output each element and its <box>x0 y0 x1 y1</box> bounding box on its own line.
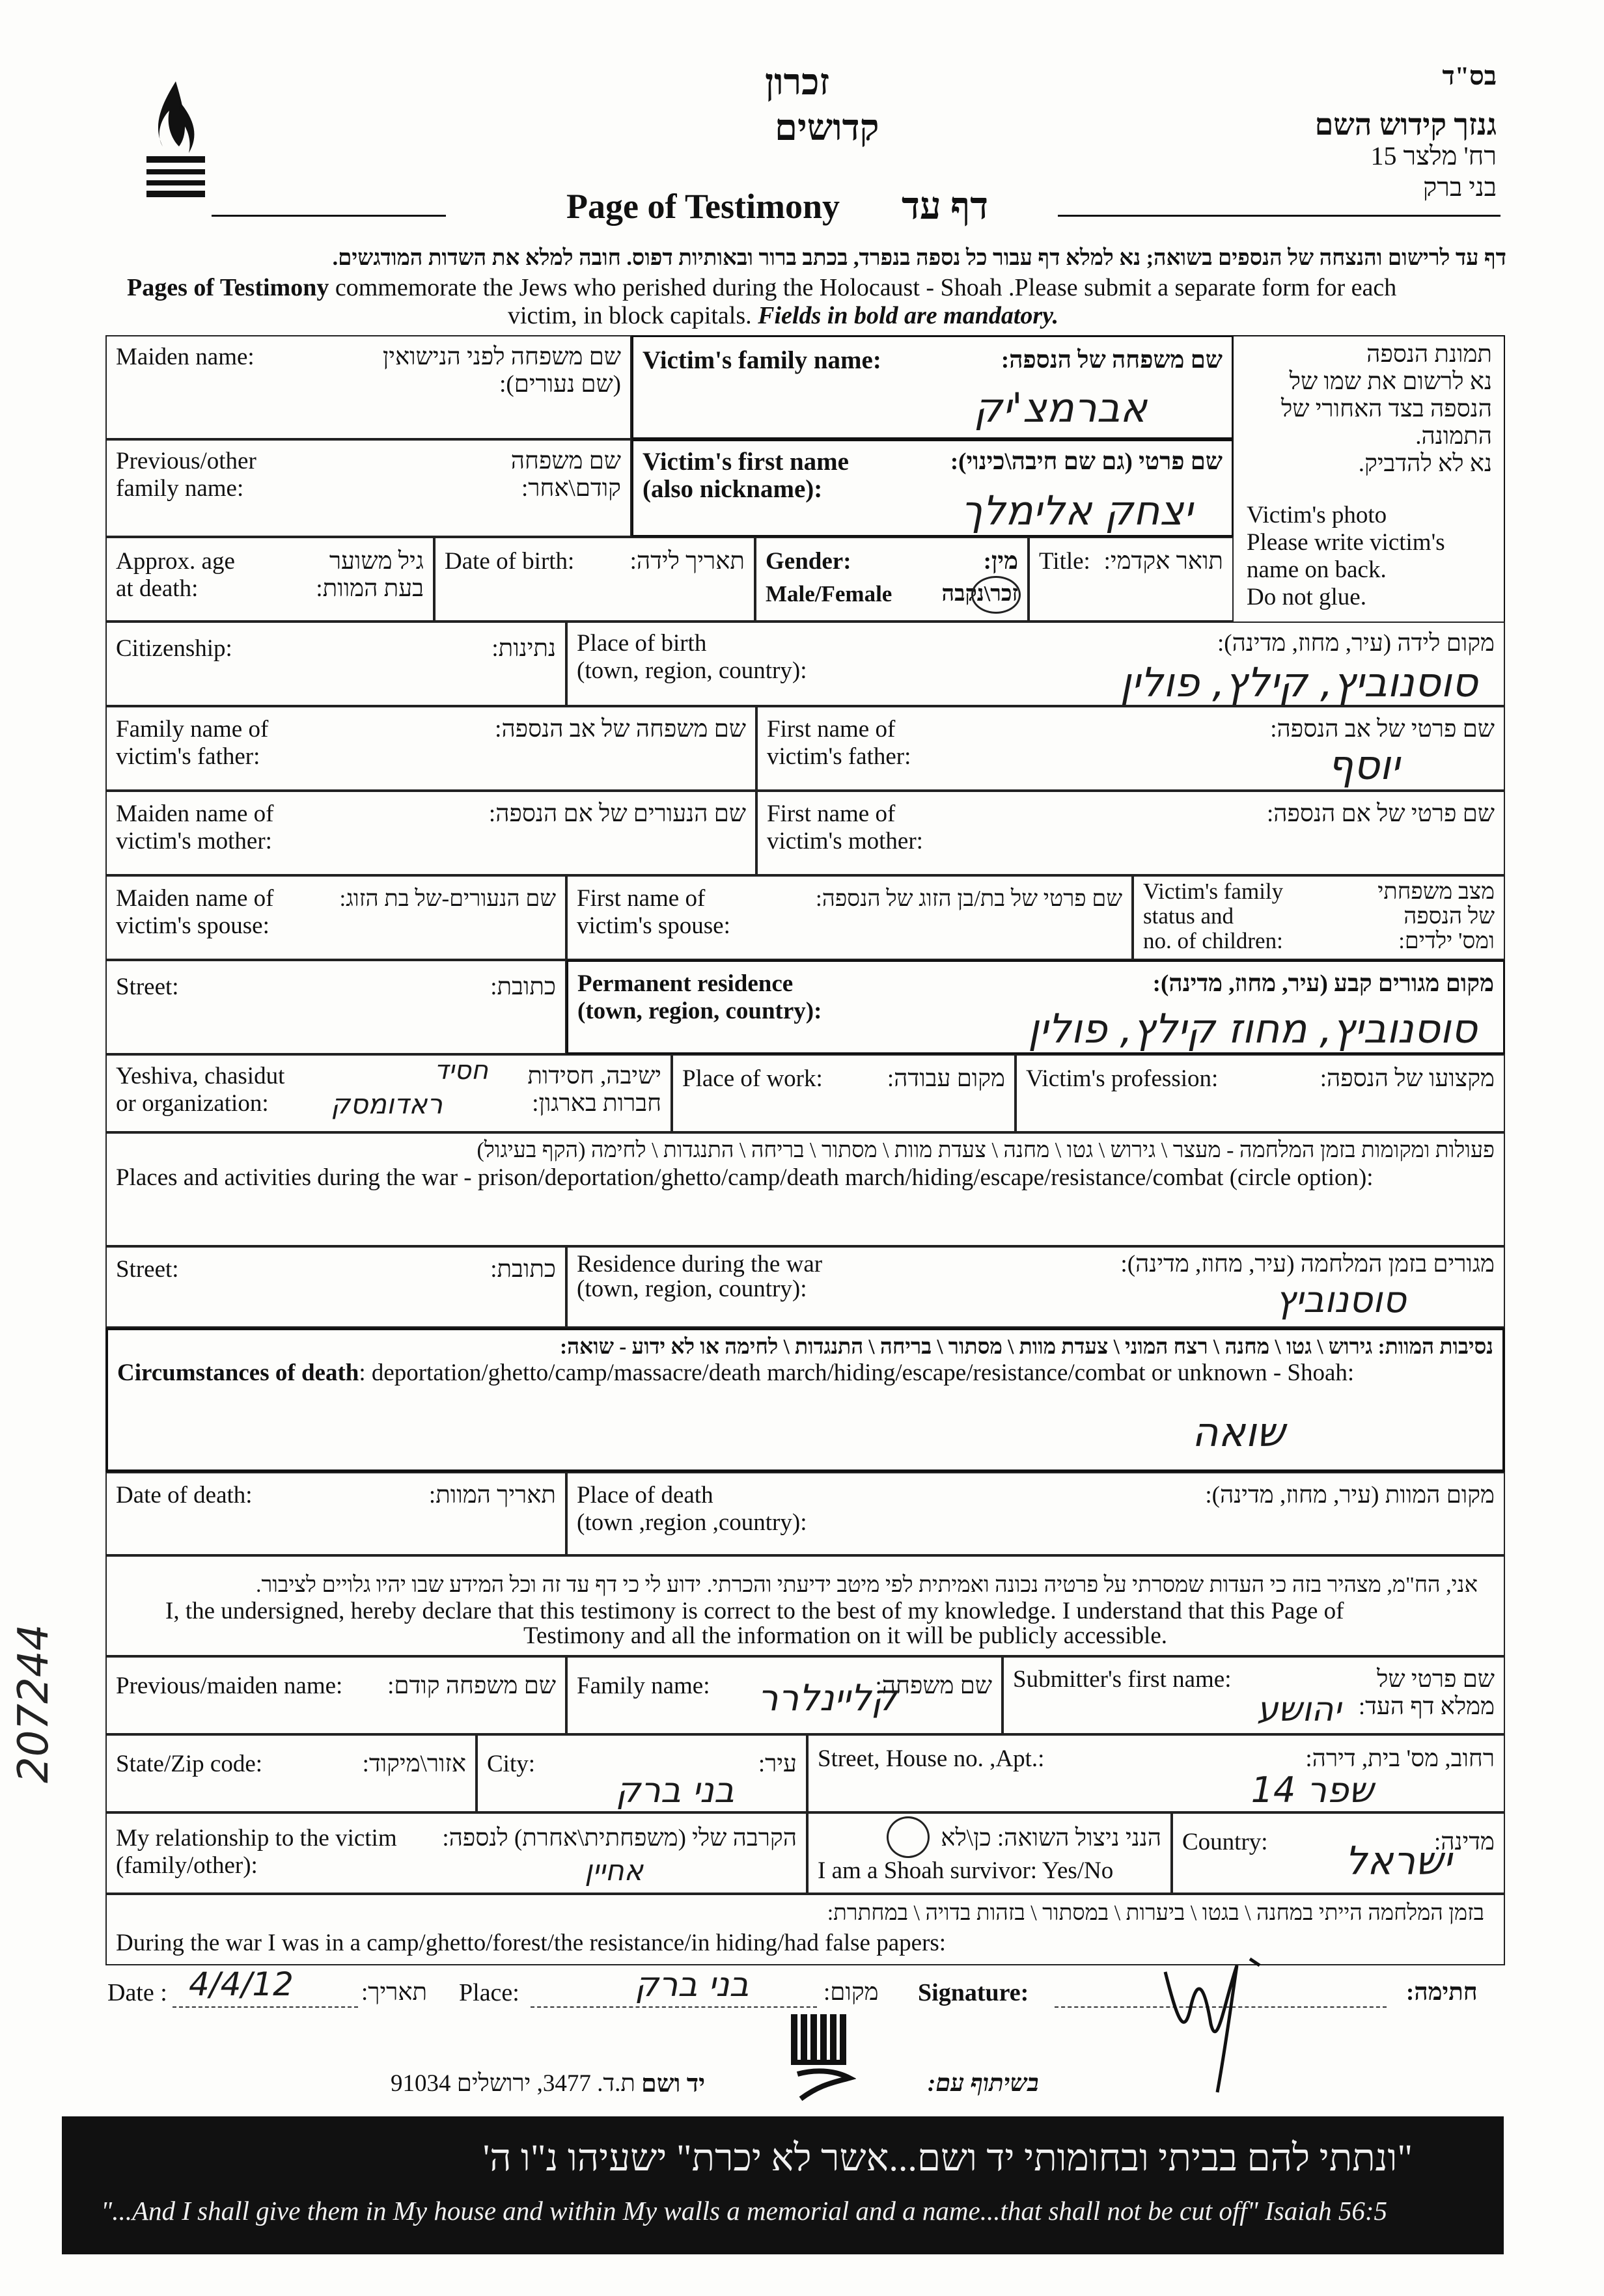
rel-value: אחיין <box>585 1854 643 1887</box>
place-line <box>531 2006 817 2008</box>
status-label-he-2: של הנספה <box>1404 903 1495 929</box>
street-label: Street: <box>116 974 179 1000</box>
first-value: יצחק אלימלך <box>960 487 1193 534</box>
gender-label-he-1: מין: <box>983 548 1018 575</box>
survivor-no-circle <box>887 1816 930 1858</box>
field-submitter-prev[interactable] <box>105 1656 566 1734</box>
field-mother-maiden[interactable] <box>105 791 756 875</box>
field-submitter-city[interactable] <box>477 1734 807 1812</box>
profession-label: Victim's profession: <box>1026 1065 1219 1092</box>
pod-label-2: (town ,region ,country): <box>577 1509 807 1536</box>
logo <box>140 75 212 205</box>
war-res-label-2: (town, region, country): <box>577 1276 807 1302</box>
field-place-of-death[interactable] <box>566 1472 1505 1555</box>
country-label: Country: <box>1182 1829 1268 1855</box>
sub-city-label: City: <box>487 1751 536 1777</box>
field-place-of-birth[interactable] <box>566 622 1505 706</box>
spouse-maiden-label-he: שם הנעורים-של בת הזוג: <box>339 886 556 911</box>
age-label-2: at death: <box>116 575 199 602</box>
sub-city-label-he: עיר: <box>758 1751 797 1777</box>
pob-label-he: מקום לידה (עיר, מחוז, מדינה): <box>1217 630 1495 657</box>
activities-label: Places and activities during the war - prison/deportation/ghetto/camp/death march/hiding/escape/resistance/combat (circle option): <box>116 1164 1374 1191</box>
father-first-value: יוסף <box>1327 741 1400 789</box>
field-submitter-street[interactable] <box>807 1734 1505 1812</box>
gender-label-2: Male/Female <box>766 581 892 607</box>
country-value: ישראל <box>1344 1838 1452 1884</box>
father-fam-label-he: שם משפחה של אב הנספה: <box>495 716 746 743</box>
spouse-maiden-label-1: Maiden name of <box>116 885 274 912</box>
header-rule-right <box>1058 215 1500 217</box>
field-family-status[interactable] <box>1133 875 1505 960</box>
intro-mandatory: Fields in bold are mandatory. <box>758 302 1059 329</box>
field-yeshiva[interactable] <box>105 1054 672 1132</box>
place-value[interactable]: בני ברק <box>635 1965 749 2004</box>
sub-zip-label: State/Zip code: <box>116 1751 263 1777</box>
prev-label-he-2: קודם\אחר: <box>521 475 621 502</box>
dod-label-he: תאריך המוות: <box>428 1482 556 1509</box>
field-age[interactable] <box>105 537 434 622</box>
field-father-first[interactable] <box>756 706 1505 791</box>
footer-hebrew: "ונתתי להם בביתי ובחומותי יד ושם...אשר לא יכרת" ישעיהו נ"ו ה' <box>482 2137 1413 2179</box>
gender-male-circle <box>971 576 1021 614</box>
field-permanent-residence[interactable] <box>566 960 1505 1054</box>
page-title: Page of Testimony <box>566 187 840 226</box>
yeshiva-label-1: Yeshiva, chasidut <box>116 1063 285 1089</box>
photo-he-2: נא לרשום את שמו של <box>1289 368 1492 395</box>
intro-english-1 <box>127 273 1396 302</box>
yadvashem-logo <box>788 2014 856 2102</box>
header-ginzach: גנזך קידוש השם <box>1314 108 1497 141</box>
header-rule-left <box>212 215 446 217</box>
date-line <box>173 2006 358 2008</box>
field-previous-name[interactable] <box>105 439 631 537</box>
survivor-label: I am a Shoah survivor: Yes/No <box>818 1857 1114 1884</box>
perm-label-he: מקום מגורים קבע (עיר, מחוז, מדינה): <box>1152 970 1494 997</box>
flame-icon <box>140 75 212 205</box>
father-fam-label-1: Family name of <box>116 716 269 743</box>
place-label-he: מקום: <box>823 1979 879 2006</box>
war-loc-label-he: בזמן המלחמה הייתי במחנה \ בגטו \ ביערות \ במסתור \ בזהות בדויה \ במחתרת: <box>827 1901 1484 1925</box>
family-label-he: שם משפחה של הנספה: <box>1001 347 1223 374</box>
mother-maiden-label-2: victim's mother: <box>116 828 272 854</box>
mother-first-label-2: victim's mother: <box>767 828 923 854</box>
sub-first-value: יהושע <box>1256 1690 1341 1729</box>
work-label: Place of work: <box>682 1065 823 1092</box>
field-father-family[interactable] <box>105 706 756 791</box>
title-label: Title: <box>1039 548 1090 575</box>
spouse-maiden-label-2: victim's spouse: <box>116 912 270 939</box>
sub-street-label-he: רחוב, מס' בית, דירה: <box>1305 1745 1495 1772</box>
signature-label: Signature: <box>918 1979 1029 2006</box>
photo-en-2: Please write victim's <box>1247 529 1445 556</box>
war-res-label-1: Residence during the war <box>577 1251 823 1278</box>
field-dob[interactable] <box>434 537 755 622</box>
citizen-label: Citizenship: <box>116 635 232 662</box>
field-relationship[interactable] <box>105 1812 807 1894</box>
declaration-box <box>105 1555 1505 1656</box>
field-title[interactable] <box>1029 537 1234 622</box>
sub-first-label-he-1: שם פרטי של <box>1377 1666 1495 1693</box>
header-bsd: בס"ד <box>1442 61 1497 90</box>
war-street-label-he: כתובת: <box>490 1256 556 1283</box>
page-title-he: דף עד <box>902 185 989 227</box>
field-maiden-name[interactable] <box>105 335 631 439</box>
intro-english-2 <box>508 301 1058 330</box>
date-value[interactable]: 4/4/12 <box>189 1965 294 2003</box>
family-label: Victim's family name: <box>643 346 881 374</box>
first-label-2: (also nickname): <box>643 475 823 503</box>
sub-prev-label-he: שם משפחה קודם: <box>387 1673 556 1699</box>
yeshiva-value-1: חסיד <box>434 1056 488 1086</box>
sub-street-value: שפר 14 <box>1251 1770 1374 1811</box>
photo-en-1: Victim's photo <box>1247 502 1387 528</box>
status-label-3: no. of children: <box>1143 928 1283 953</box>
field-country[interactable] <box>1172 1812 1505 1894</box>
field-street[interactable] <box>105 960 566 1054</box>
signature-mark[interactable] <box>1152 1946 1295 2096</box>
field-profession[interactable] <box>1016 1054 1505 1132</box>
footer-english: "...And I shall give them in My house and within My walls a memorial and a name...that shall not be cut off" Isaiah 56:5 <box>101 2196 1388 2226</box>
date-label: Date : <box>107 1979 167 2006</box>
first-label-he: שם פרטי (גם שם חיבה\כינוי): <box>950 448 1223 475</box>
header-zikaron: זכרון <box>765 62 830 103</box>
photo-en-4: Do not glue. <box>1247 584 1366 610</box>
field-spouse-first[interactable] <box>566 875 1133 960</box>
field-date-of-death[interactable] <box>105 1472 566 1555</box>
photo-he-4: התמונה. <box>1415 423 1492 450</box>
yadvashem-name: יד ושם <box>641 2070 706 2098</box>
spouse-first-label-1: First name of <box>577 885 706 912</box>
pob-label-2: (town, region, country): <box>577 657 807 684</box>
declaration-he: אני, הח"מ, מצהיר בזה כי העדות שמסרתי על פרטיה נכונה ואמיתית לפי מיטב ידיעתי והכרתי. ידוע לי כי דף עד זה וכל המידע שבו יהיו גלויים לציבור. <box>256 1573 1478 1597</box>
dod-label: Date of death: <box>116 1482 253 1509</box>
father-first-label-2: victim's father: <box>767 743 911 770</box>
intro-bold: Pages of Testimony <box>127 274 329 301</box>
sub-zip-label-he: אזור\מיקוד: <box>362 1751 466 1777</box>
yeshiva-label-2: or organization: <box>116 1090 269 1117</box>
street-label-he: כתובת: <box>490 974 556 1000</box>
field-spouse-maiden[interactable] <box>105 875 566 960</box>
status-label-he-3: ומס' ילדים: <box>1398 928 1495 953</box>
age-label-he-2: בעת המוות: <box>316 575 424 602</box>
prev-label-2: family name: <box>116 475 244 502</box>
field-submitter-zip[interactable] <box>105 1734 477 1812</box>
citizen-label-he: נתינות: <box>491 635 556 662</box>
field-gender[interactable] <box>755 537 1029 622</box>
field-submitter-family[interactable] <box>566 1656 1002 1734</box>
photo-en-3: name on back. <box>1247 556 1387 583</box>
sub-first-label: Submitter's first name: <box>1013 1666 1232 1693</box>
sub-fam-label-he: שם משפחה: <box>875 1673 992 1699</box>
circ-label-bold: Circumstances of death <box>117 1360 359 1386</box>
field-mother-first[interactable] <box>756 791 1505 875</box>
signature-label-he: חתימה: <box>1406 1979 1478 2006</box>
mother-maiden-label-he: שם הנעורים של אם הנספה: <box>488 800 746 827</box>
maiden-label-he-2: (שם נעורים): <box>499 371 621 398</box>
circ-label-rest: : deportation/ghetto/camp/massacre/death march/hiding/escape/resistance/combat or unknown - Shoah: <box>359 1360 1355 1386</box>
perm-value: סוסנוביץ, מחוז קילץ, פולין <box>1028 1005 1477 1052</box>
perm-label-1: Permanent residence <box>577 970 794 997</box>
circ-value: שואה <box>1192 1408 1285 1456</box>
photo-he-1: תמונת הנספה <box>1366 341 1492 368</box>
field-war-residence[interactable] <box>566 1246 1505 1328</box>
gender-label-1: Gender: <box>766 548 851 575</box>
mother-first-label-he: שם פרטי של אם הנספה: <box>1266 800 1495 827</box>
mother-first-label-1: First name of <box>767 800 896 827</box>
field-place-of-work[interactable] <box>672 1054 1016 1132</box>
pob-label-1: Place of birth <box>577 630 707 657</box>
war-street-label: Street: <box>116 1256 179 1283</box>
family-value: אברמצ'יק <box>973 384 1147 431</box>
pod-label-1: Place of death <box>577 1482 713 1509</box>
activities-label-he: פעולות ומקומות בזמן המלחמה - מעצר \ גירוש \ גטו \ מחנה \ צעדת מוות \ מסתור \ בריחה \ התנגדות \ לחימה (הקף בעיגול) <box>477 1138 1495 1162</box>
spouse-first-label-2: victim's spouse: <box>577 912 730 939</box>
gender-label-he-2: זכר\נקבה <box>941 582 1018 606</box>
signature-scribble-icon <box>1152 1946 1295 2096</box>
intro-text-2: victim, in block capitals. <box>508 302 758 329</box>
first-label-1: Victim's first name <box>643 448 849 476</box>
yadvashem-address: ת.ד. 3477, ירושלים 91034 <box>391 2070 636 2097</box>
mother-maiden-label-1: Maiden name of <box>116 800 274 827</box>
profession-label-he: מקצועו של הנספה: <box>1320 1065 1495 1092</box>
intro-hebrew: דף עד לרישום והנצחה של הנספים בשואה; נא למלא דף עבור כל נספה בנפרד, בכתב ברור ובאותיות דפוס. חובה למלא את השדות המודגשים. <box>332 246 1506 270</box>
age-label-1: Approx. age <box>116 548 235 575</box>
header-kedoshim: קדושים <box>775 108 879 148</box>
field-circumstances[interactable] <box>105 1328 1505 1472</box>
circ-label <box>117 1359 1354 1387</box>
status-label-he-1: מצב משפחתי <box>1377 879 1495 904</box>
place-label: Place: <box>459 1979 519 2006</box>
status-label-1: Victim's family <box>1143 879 1284 904</box>
father-first-label-1: First name of <box>767 716 896 743</box>
field-war-street[interactable] <box>105 1246 566 1328</box>
field-family-name[interactable] <box>631 335 1234 439</box>
field-first-name[interactable] <box>631 439 1234 537</box>
war-res-label-he: מגורים בזמן המלחמה (עיר, מחוז, מדינה): <box>1120 1251 1495 1278</box>
war-loc-label: During the war I was in a camp/ghetto/forest/the resistance/in hiding/had false papers: <box>116 1930 947 1956</box>
survivor-label-he: הנני ניצול השואה: כן\לא <box>941 1825 1161 1852</box>
declaration-en-1: I, the undersigned, hereby declare that this testimony is correct to the best of my knowledge. I understand that this Page of <box>165 1598 1344 1624</box>
work-label-he: מקום עבודה: <box>887 1065 1005 1092</box>
war-res-value: סוסנוביץ <box>1275 1279 1406 1321</box>
prev-label-he-1: שם משפחה <box>510 448 621 474</box>
menorah-icon <box>788 2014 856 2102</box>
maiden-label-he: שם משפחה לפני הנישואין <box>382 344 621 370</box>
father-first-label-he: שם פרטי של אב הנספה: <box>1270 716 1495 743</box>
country-label-he: מדינה: <box>1433 1829 1495 1855</box>
declaration-en-2: Testimony and all the information on it will be publicly accessible. <box>523 1622 1167 1649</box>
prev-label-1: Previous/other <box>116 448 256 474</box>
yeshiva-label-he-1: ישיבה, חסידות <box>527 1063 661 1089</box>
rel-label-1: My relationship to the victim <box>116 1825 397 1852</box>
rel-label-2: (family/other): <box>116 1852 258 1879</box>
spouse-first-label-he: שם פרטי של בת/בן הזוג של הנספה: <box>815 886 1122 911</box>
header-city: בני ברק <box>1422 172 1497 202</box>
field-submitter-first[interactable] <box>1002 1656 1505 1734</box>
title-label-he: תואר אקדמי: <box>1103 548 1223 575</box>
photo-he-3: הנספה בצד האחורי של <box>1280 396 1492 422</box>
field-war-activities[interactable] <box>105 1132 1505 1246</box>
sub-fam-value: קליינלרר <box>757 1677 897 1719</box>
rel-label-he: הקרבה שלי (משפחתית\אחרת) לנספה: <box>442 1825 797 1852</box>
sub-prev-label: Previous/maiden name: <box>116 1673 343 1699</box>
yeshiva-value-2: ראדומסק <box>331 1088 443 1120</box>
sub-street-label: Street, House no. ,Apt.: <box>818 1745 1045 1772</box>
photo-area[interactable] <box>1234 335 1505 622</box>
perm-label-2: (town, region, country): <box>577 998 822 1024</box>
coop-label: בשיתוף עם: <box>928 2070 1039 2097</box>
date-label-he: תאריך: <box>361 1979 428 2006</box>
dob-label-he: תאריך לידה: <box>629 548 745 575</box>
sub-first-label-he-2: ממלא דף העד: <box>1358 1693 1495 1720</box>
pod-label-he: מקום המוות (עיר, מחוז, מדינה): <box>1205 1482 1495 1509</box>
maiden-label: Maiden name: <box>116 344 255 370</box>
circ-label-he: נסיבות המוות: גירוש \ גטו \ מחנה \ רצח המוני \ צעדת מוות \ מסתור \ בריחה \ התנגדות \ לחימה או לא ידוע - שואה: <box>560 1335 1493 1359</box>
yeshiva-label-he-2: חברות בארגון: <box>532 1090 661 1117</box>
status-label-2: status and <box>1143 903 1234 929</box>
dob-label: Date of birth: <box>445 548 575 575</box>
field-citizenship[interactable] <box>105 622 566 706</box>
header-address: רח' מלצר 15 <box>1370 141 1497 171</box>
pob-value: סוסנוביץ, קילץ, פולין <box>1120 659 1478 706</box>
father-fam-label-2: victim's father: <box>116 743 260 770</box>
intro-text-1: commemorate the Jews who perished during the Holocaust - Shoah .Please submit a separate form for each <box>329 274 1397 301</box>
age-label-he-1: גיל משוער <box>329 548 424 575</box>
photo-he-5: נא לא להדביק. <box>1358 450 1492 477</box>
footer-banner <box>62 2116 1504 2254</box>
field-survivor[interactable] <box>807 1812 1172 1894</box>
sub-fam-label: Family name: <box>577 1673 710 1699</box>
sub-city-value: בני ברק <box>615 1770 734 1811</box>
margin-number: 207244 <box>10 1624 58 1783</box>
